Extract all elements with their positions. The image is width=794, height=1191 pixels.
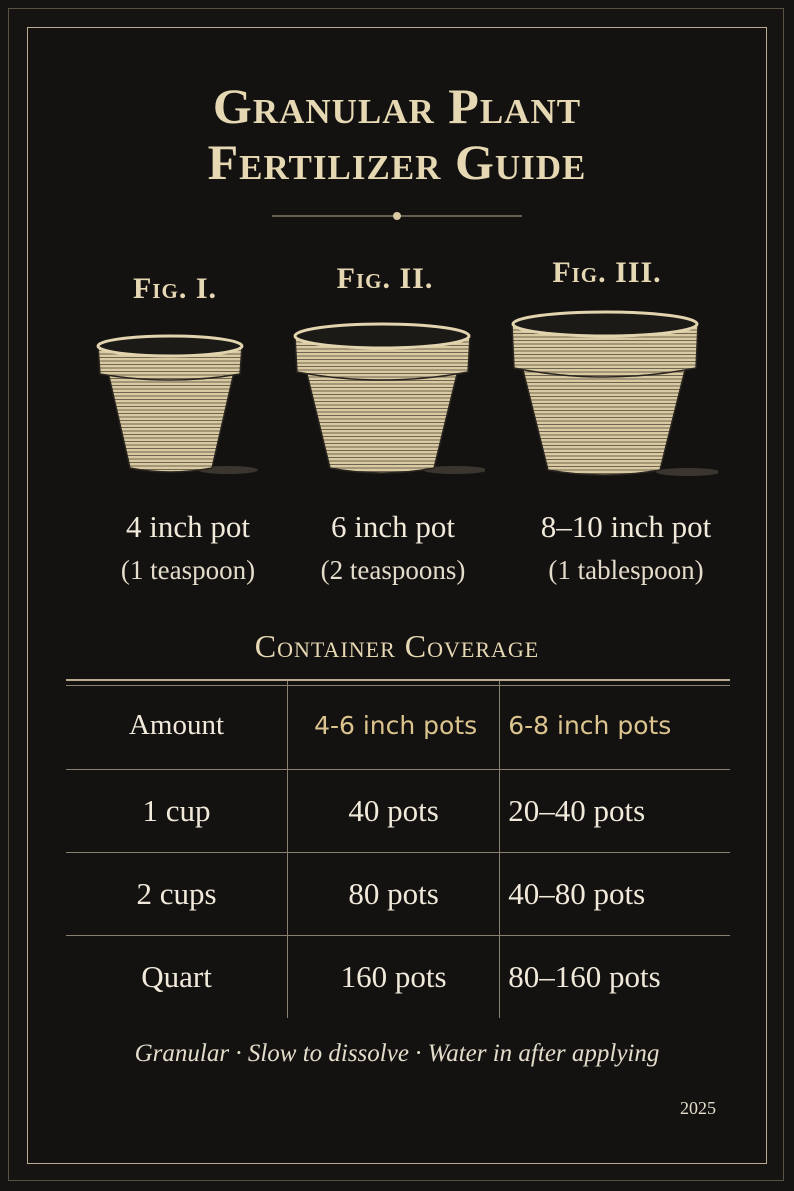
table-row xyxy=(66,936,730,1019)
figure-label-2: Fig. II. xyxy=(336,262,434,295)
header-6-8-inch: 6-8 inch pots xyxy=(500,680,730,770)
title-line-1: Granular Plant xyxy=(212,78,582,134)
cell-small-pots: 160 pots xyxy=(288,936,500,1019)
year-label: 2025 xyxy=(680,1098,716,1118)
pot-amount-2: (2 teaspoons) xyxy=(320,555,466,585)
footer-note: Granular · Slow to dissolve · Water in after applying xyxy=(134,1040,660,1067)
coverage-table xyxy=(66,679,730,1018)
divider-ornament xyxy=(272,211,522,221)
pot-caption-1 xyxy=(68,508,308,588)
pot-amount-1: (1 teaspoon) xyxy=(120,555,256,585)
title-line-2: Fertilizer Guide xyxy=(207,134,587,190)
table-row xyxy=(66,853,730,936)
cell-large-pots: 20–40 pots xyxy=(500,770,730,853)
cell-small-pots: 40 pots xyxy=(288,770,500,853)
cell-large-pots: 80–160 pots xyxy=(500,936,730,1019)
pot-size-2: 6 inch pot xyxy=(331,509,455,544)
pot-size-3: 8–10 inch pot xyxy=(540,509,712,544)
cell-amount: Quart xyxy=(66,936,288,1019)
pot-amount-3: (1 tablespoon) xyxy=(548,555,704,585)
coverage-section-title: Container Coverage xyxy=(254,628,540,664)
page-title xyxy=(0,78,794,190)
pot-caption-3 xyxy=(506,508,746,588)
header-4-6-inch: 4-6 inch pots xyxy=(288,680,500,770)
table-row xyxy=(66,770,730,853)
cell-large-pots: 40–80 pots xyxy=(500,853,730,936)
header-amount: Amount xyxy=(66,680,288,770)
pot-icon-large xyxy=(508,306,718,482)
figure-label-3: Fig. III. xyxy=(552,256,662,289)
pot-size-1: 4 inch pot xyxy=(126,509,250,544)
cell-amount: 1 cup xyxy=(66,770,288,853)
figure-label-1: Fig. I. xyxy=(132,272,217,305)
cell-small-pots: 80 pots xyxy=(288,853,500,936)
pot-icon-small xyxy=(90,330,260,480)
table-header-row xyxy=(66,680,730,770)
pot-caption-2 xyxy=(273,508,513,588)
pot-icon-medium xyxy=(290,318,485,480)
cell-amount: 2 cups xyxy=(66,853,288,936)
